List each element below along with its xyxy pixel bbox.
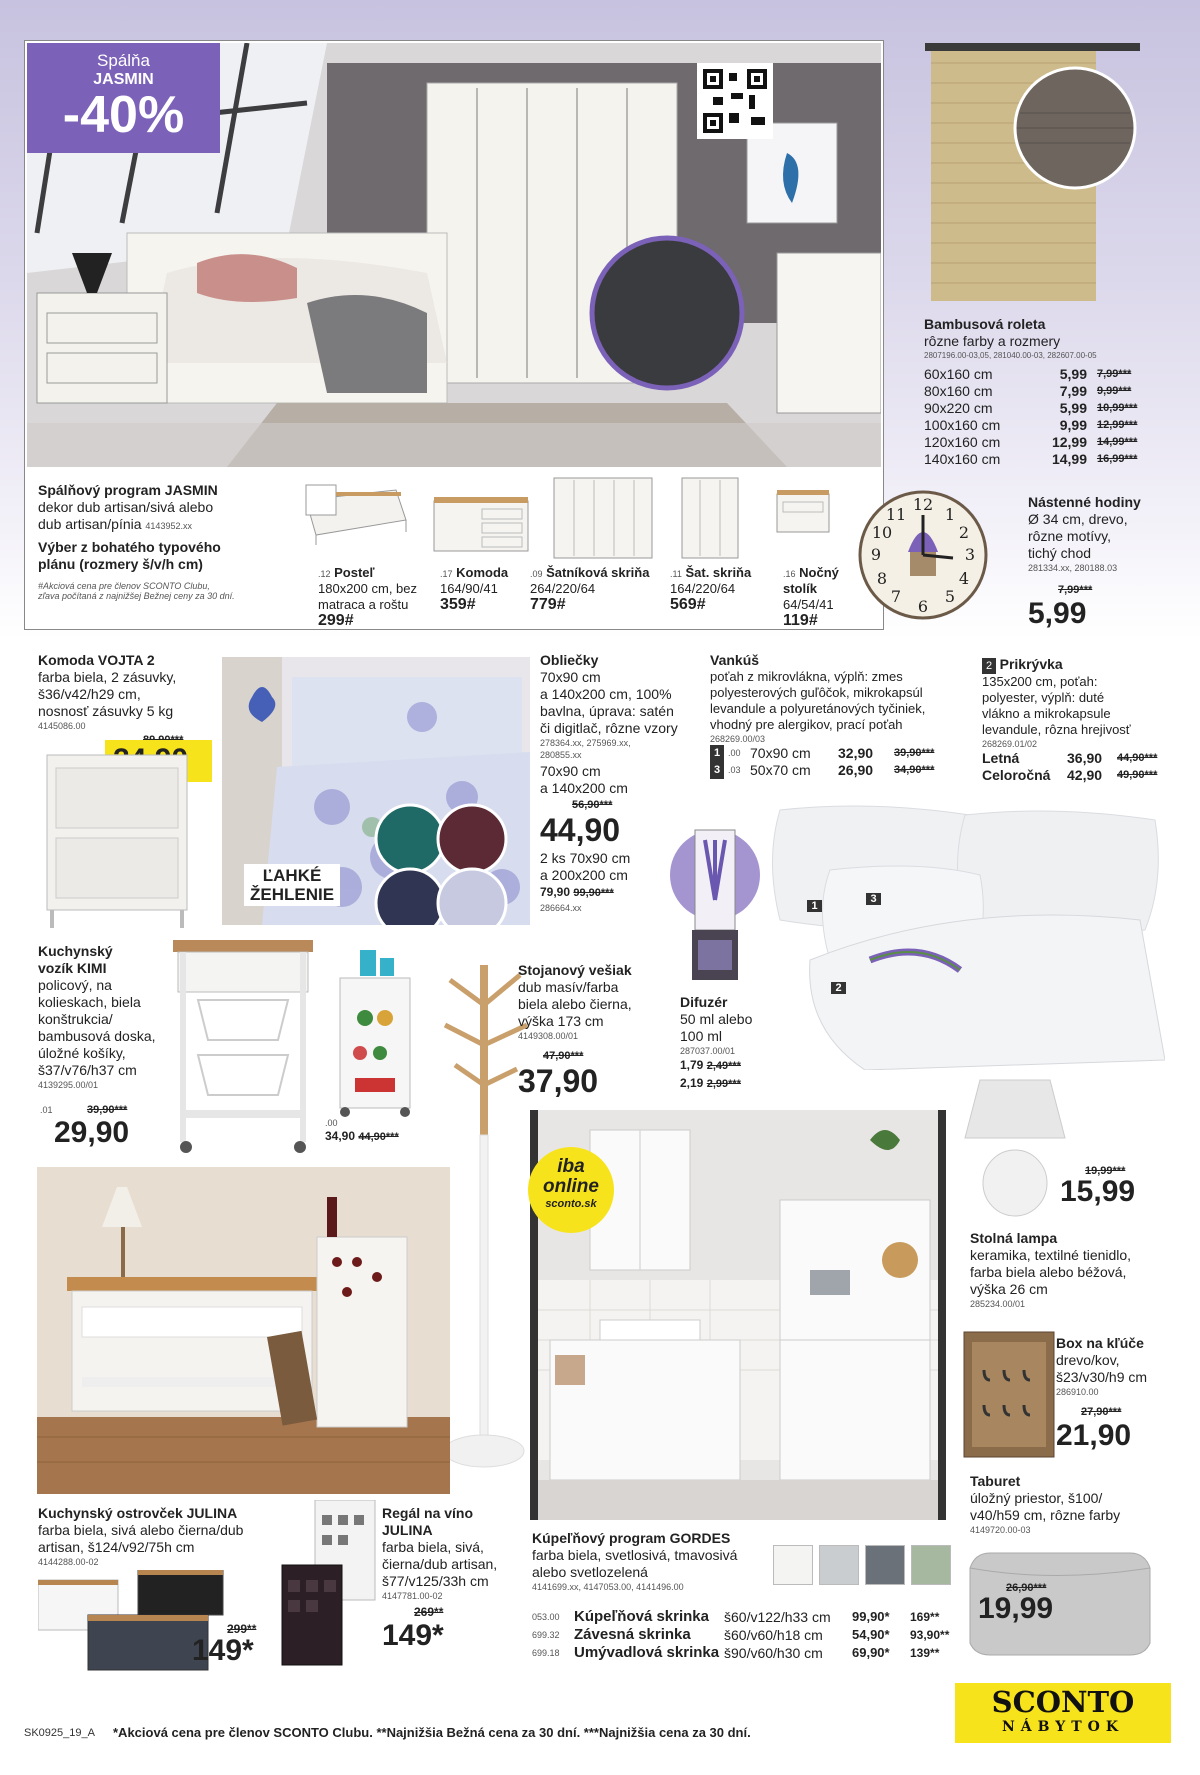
vankus-text	[710, 652, 975, 779]
pillow-badge-1: 1	[807, 900, 822, 912]
diffuser-row2	[680, 1075, 790, 1093]
pillows-photo	[770, 800, 1165, 1070]
obliecky-codes: 278364.xx, 275969.xx,	[540, 738, 631, 748]
item-bed-num: .12	[318, 569, 331, 579]
gordes-row-price: 99,90*	[852, 1609, 890, 1624]
jasmin-desc2-line	[38, 516, 298, 533]
gordes-row-old: 139**	[910, 1646, 940, 1660]
diffuser-title: Difuzér	[680, 994, 728, 1010]
promo-discount: -40%	[62, 86, 185, 144]
item-dresser-name: Komoda	[456, 565, 509, 580]
clock-d1: Ø 34 cm, drevo,	[1028, 511, 1128, 527]
winerack-code: 4147781.00-02	[382, 1591, 443, 1601]
prikryvka-d4: levandule, rôzna hrejivosť	[982, 722, 1131, 737]
cart-d1: policový, na	[38, 977, 112, 993]
komoda-code: 4145086.00	[38, 721, 86, 731]
blind-price: 12,99	[1051, 434, 1087, 450]
prikryvka-title: Prikrývka	[999, 656, 1063, 672]
taburet-price-block	[978, 1582, 1053, 1624]
diffuser-image	[670, 820, 760, 980]
gordes-row	[532, 1608, 962, 1626]
cart1-price: 29,90	[54, 1116, 130, 1149]
taburet-old: 26,90***	[1006, 1582, 1047, 1594]
keybox-code: 286910.00	[1056, 1387, 1099, 1397]
blind-row	[924, 434, 1149, 451]
item-bed-desc2: matraca a roštu	[318, 597, 409, 612]
jasmin-title: Spálňový program JASMIN	[38, 482, 218, 498]
winerack-title2: JULINA	[382, 1522, 433, 1538]
cart1-num: .01	[40, 1105, 53, 1115]
clock-price: 5,99	[1028, 597, 1087, 630]
item-bed-price: 299#	[318, 612, 354, 629]
blind-codes: 2807196.00-03,05, 281040.00-03, 282607.00-05	[924, 351, 1097, 360]
diffuser-code: 287037.00/01	[680, 1046, 736, 1056]
online-l1: iba	[557, 1156, 585, 1177]
obliecky-d5: 70x90 cm	[540, 763, 601, 779]
island-price-block	[192, 1622, 256, 1666]
gordes-row-dim: š60/v60/h18 cm	[724, 1627, 823, 1643]
item-wardrobe-small-num: .11	[670, 569, 682, 579]
gordes-row-name: Umývadlová skrinka	[574, 1644, 720, 1661]
cart2-num: .00	[325, 1118, 338, 1128]
komoda-d3: nosnosť zásuvky 5 kg	[38, 703, 174, 719]
clock-text	[1028, 494, 1193, 629]
taburet-d2: v40/h59 cm, rôzne farby	[970, 1507, 1121, 1523]
cart-title2: vozík KIMI	[38, 960, 107, 976]
winerack-old: 269**	[414, 1605, 444, 1619]
blind-size: 80x160 cm	[924, 383, 993, 399]
diffuser-p2: 2,19	[680, 1076, 704, 1090]
winerack-image	[280, 1500, 380, 1670]
vankus-row-num: .00	[728, 748, 741, 758]
taburet-text	[970, 1473, 1180, 1536]
obliecky-d6: a 140x200 cm	[540, 780, 628, 796]
coatstand-text	[518, 962, 658, 1097]
cart-code: 4139295.00/01	[38, 1080, 99, 1090]
thumb-nightstand	[775, 488, 831, 536]
obliecky-d8: a 200x200 cm	[540, 867, 628, 883]
diffuser-p1: 1,79	[680, 1058, 704, 1072]
gordes-codes: 4141699.xx, 4147053.00, 4141496.00	[532, 1582, 684, 1592]
obliecky-title: Obliečky	[540, 652, 599, 668]
obliecky-price: 44,90	[540, 812, 621, 848]
item-bed-name: Posteľ	[334, 565, 375, 580]
item-dresser-num: .17	[440, 569, 453, 579]
prikryvka-price-table	[982, 750, 1182, 784]
blind-size: 140x160 cm	[924, 451, 1001, 467]
vankus-row-size: 50x70 cm	[750, 762, 811, 778]
gordes-swatches	[773, 1545, 951, 1585]
keybox-old: 27,90***	[1081, 1406, 1122, 1418]
vankus-row-badge: 3	[710, 762, 724, 779]
jasmin-note2: zľava počítaná z najnižšej Bežnej ceny za 30 dní.	[38, 591, 235, 601]
vankus-d4: vhodný pre alergikov, prací poťah	[710, 717, 903, 732]
taburet-d1: úložný priestor, š100/	[970, 1490, 1103, 1506]
svg-text:10: 10	[871, 523, 893, 542]
blind-row	[924, 417, 1149, 434]
lamp-d1: keramika, textilné tienidlo,	[970, 1247, 1132, 1263]
thumb-wardrobe-small	[680, 476, 740, 560]
keybox-title: Box na kľúče	[1056, 1335, 1144, 1351]
thumb-bed	[296, 480, 411, 550]
online-badge	[528, 1147, 614, 1233]
item-dresser-desc1: 164/90/41	[440, 581, 498, 596]
svg-text:9: 9	[870, 545, 882, 564]
taburet-price: 19,99	[978, 1592, 1054, 1625]
clock-image	[858, 480, 988, 630]
island-d2: artisan, š124/v92/75h cm	[38, 1539, 195, 1555]
prikryvka-text	[982, 656, 1182, 784]
gordes-row-old: 93,90**	[910, 1628, 950, 1642]
blind-text	[924, 316, 1149, 468]
blind-price: 5,99	[1059, 366, 1087, 382]
blind-price: 9,99	[1059, 417, 1087, 433]
item-dresser-price: 359#	[440, 596, 476, 613]
color-swatch	[911, 1545, 951, 1585]
vankus-d1: poťah z mikrovlákna, výplň: zmes	[710, 669, 903, 684]
cart-d3: konštrukcia/	[38, 1011, 113, 1027]
blind-title: Bambusová roleta	[924, 316, 1046, 332]
svg-text:1: 1	[944, 505, 956, 524]
svg-text:12: 12	[912, 495, 934, 514]
clock-old: 7,99***	[1058, 584, 1093, 596]
vankus-code: 268269.00/03	[710, 734, 766, 744]
clock-d3: tichý chod	[1028, 545, 1092, 561]
diffuser-row1	[680, 1057, 790, 1075]
blind-row	[924, 383, 1149, 400]
prikryvka-row	[982, 767, 1182, 784]
lamp-code: 285234.00/01	[970, 1299, 1026, 1309]
gordes-row-num: 699.18	[532, 1648, 560, 1658]
jasmin-choice2: plánu (rozmery š/v/h cm)	[38, 556, 203, 572]
item-wardrobe	[530, 565, 660, 613]
gordes-text	[532, 1530, 772, 1593]
jasmin-code: 4143952.xx	[145, 521, 192, 531]
item-wardrobe-small-desc1: 164/220/64	[670, 581, 736, 596]
keybox-image	[962, 1330, 1057, 1460]
coatstand-code: 4149308.00/01	[518, 1031, 579, 1041]
diffuser-d2: 100 ml	[680, 1028, 723, 1044]
clock-d2: rôzne motívy,	[1028, 528, 1111, 544]
komoda-image	[42, 750, 192, 930]
diffuser-o1: 2,49***	[706, 1060, 741, 1072]
vankus-row-badge: 1	[710, 745, 724, 762]
vankus-row-old: 39,90***	[894, 747, 935, 759]
cart-title: Kuchynský	[38, 943, 113, 959]
coatstand-d1: dub masív/farba	[518, 979, 619, 995]
obliecky-d4: či digitlač, rôzne vzory	[540, 720, 678, 736]
gordes-row-name: Kúpeľňová skrinka	[574, 1608, 709, 1625]
blind-price-table	[924, 366, 1149, 468]
prikryvka-row-old: 44,90***	[1117, 752, 1158, 764]
gordes-row-num: 053.00	[532, 1612, 560, 1622]
vankus-row-price: 32,90	[838, 745, 874, 761]
item-nightstand-price: 119#	[783, 612, 818, 629]
cart-d2: kolieskach, biela	[38, 994, 141, 1010]
prikryvka-heading	[982, 656, 1182, 674]
online-l2: online	[543, 1176, 599, 1197]
winerack-text	[382, 1505, 522, 1651]
obliecky-d3: bavlna, úprava: satén	[540, 703, 674, 719]
cart2-old: 44,90***	[358, 1131, 399, 1143]
lamp-text	[970, 1230, 1180, 1310]
diffuser-text	[680, 994, 790, 1093]
gordes-row-num: 699.32	[532, 1630, 560, 1640]
obliecky-d1: 70x90 cm	[540, 669, 601, 685]
winerack-title: Regál na víno	[382, 1505, 474, 1521]
obliecky-text	[540, 652, 690, 914]
item-wardrobe-desc1: 264/220/64	[530, 581, 596, 596]
sconto-logo	[955, 1683, 1171, 1743]
prikryvka-row-price: 42,90	[1067, 767, 1103, 783]
gordes-d1: farba biela, svetlosivá, tmavosivá	[532, 1547, 738, 1563]
blind-image	[925, 43, 1140, 308]
diffuser-d1: 50 ml alebo	[680, 1011, 753, 1027]
logo-line1: SCONTO	[991, 1685, 1135, 1719]
island-d1: farba biela, sivá alebo čierna/dub	[38, 1522, 244, 1538]
footer-note: *Akciová cena pre členov SCONTO Clubu. **Najnižšia Bežná cena za 30 dní. ***Najnižšia cena za 30 dní.	[113, 1725, 751, 1740]
prikryvka-d2: polyester, výplň: duté	[982, 690, 1105, 705]
jasmin-desc: dekor dub artisan/sivá alebo	[38, 499, 214, 515]
svg-text:5: 5	[944, 587, 956, 606]
winerack-d1: farba biela, sivá,	[382, 1539, 484, 1555]
ironing-line2: ŽEHLENIE	[250, 885, 335, 904]
jasmin-choice: Výber z bohatého typového	[38, 539, 221, 555]
gordes-row-price: 69,90*	[852, 1645, 890, 1660]
lamp-title: Stolná lampa	[970, 1230, 1058, 1246]
vankus-d2: polyesterových guľôčok, mikrokapsúl	[710, 685, 923, 700]
promo-subtitle: JASMIN	[93, 71, 154, 88]
obliecky-old2: 99,90***	[573, 887, 614, 899]
prikryvka-d1: 135x200 cm, poťah:	[982, 674, 1098, 689]
vankus-title: Vankúš	[710, 652, 760, 668]
taburet-code: 4149720.00-03	[970, 1525, 1031, 1535]
cart1-old: 39,90***	[86, 1104, 128, 1116]
gordes-row-price: 54,90*	[852, 1627, 890, 1642]
prikryvka-d3: vlákno a mikrokapsule	[982, 706, 1111, 721]
pillow-badge-3: 3	[866, 893, 881, 905]
item-wardrobe-small-price: 569#	[670, 596, 706, 613]
svg-text:3: 3	[964, 545, 976, 564]
svg-text:4: 4	[958, 569, 970, 588]
obliecky-price2: 79,90	[540, 885, 571, 899]
cart1-price-block	[40, 1100, 129, 1148]
jasmin-text	[38, 482, 298, 601]
blind-size: 60x160 cm	[924, 366, 993, 382]
prikryvka-row-old: 49,90***	[1117, 769, 1158, 781]
thumb-dresser	[432, 495, 532, 557]
prikryvka-row	[982, 750, 1182, 767]
vankus-row	[710, 762, 975, 779]
vankus-row-num: .03	[728, 765, 741, 775]
cart-text	[38, 943, 178, 1091]
island-code: 4144288.00-02	[38, 1557, 99, 1567]
keybox-d2: š23/v30/h9 cm	[1056, 1369, 1148, 1385]
cart2-price: 34,90	[325, 1129, 356, 1143]
keybox-price: 21,90	[1056, 1419, 1132, 1452]
vankus-row-size: 70x90 cm	[750, 745, 811, 761]
obliecky-d2: a 140x200 cm, 100%	[540, 686, 672, 702]
item-nightstand-desc2: 64/54/41	[783, 597, 834, 612]
obliecky-old: 56,90***	[572, 799, 613, 811]
blind-old: 10,99***	[1097, 402, 1138, 414]
item-nightstand-desc1: stolík	[783, 581, 817, 596]
lamp-old: 19,99***	[1085, 1165, 1126, 1177]
komoda-title: Komoda VOJTA 2	[38, 652, 155, 668]
blind-subtitle: rôzne farby a rozmery	[924, 333, 1061, 349]
blind-size: 90x220 cm	[924, 400, 993, 416]
jasmin-desc2: dub artisan/pínia	[38, 516, 142, 532]
obliecky-code3: 286664.xx	[540, 903, 582, 913]
item-bed	[318, 565, 426, 629]
komoda-d2: š36/v42/h29 cm,	[38, 686, 141, 702]
winerack-price: 149*	[382, 1619, 444, 1652]
kitchen-photo	[37, 1167, 450, 1494]
svg-text:7: 7	[890, 587, 902, 606]
lamp-d3: výška 26 cm	[970, 1281, 1048, 1297]
jasmin-items	[318, 565, 878, 629]
cart2-price-row	[325, 1129, 399, 1143]
item-wardrobe-small-name: Šat. skriňa	[685, 565, 752, 580]
komoda-d1: farba biela, 2 zásuvky,	[38, 669, 177, 685]
svg-text:11: 11	[885, 505, 907, 524]
clock-title: Nástenné hodiny	[1028, 494, 1141, 510]
item-nightstand	[783, 565, 863, 629]
logo-line2: NÁBYTOK	[1001, 1719, 1125, 1735]
island-text	[38, 1505, 303, 1568]
gordes-title: Kúpeľňový program GORDES	[532, 1530, 731, 1546]
item-bed-desc1: 180x200 cm, bez	[318, 581, 418, 596]
lamp-price: 15,99	[1060, 1175, 1136, 1208]
keybox-d1: drevo/kov,	[1056, 1352, 1120, 1368]
blind-size: 100x160 cm	[924, 417, 1001, 433]
footer-code: SK0925_19_A	[24, 1727, 95, 1739]
vankus-row-price: 26,90	[838, 762, 874, 778]
vankus-price-table	[710, 745, 975, 779]
cart-d4: bambusová doska,	[38, 1028, 156, 1044]
blind-old: 16,99***	[1097, 453, 1138, 465]
blind-price: 5,99	[1059, 400, 1087, 416]
pillow-badge-2: 2	[831, 982, 846, 994]
cart-d6: š37/v76/h37 cm	[38, 1062, 137, 1078]
item-wardrobe-num: .09	[530, 569, 543, 579]
coatstand-d3: výška 173 cm	[518, 1013, 604, 1029]
gordes-row-dim: š90/v60/h30 cm	[724, 1645, 823, 1661]
lamp-image	[960, 1078, 1070, 1218]
coatstand-title: Stojanový vešiak	[518, 962, 632, 978]
blind-old: 12,99***	[1097, 419, 1138, 431]
cart1-image	[168, 940, 318, 1155]
obliecky-codes2: 280855.xx	[540, 750, 582, 760]
komoda-text	[38, 652, 218, 749]
vankus-d3: levandule a polyuretánových tyčiniek,	[710, 701, 926, 716]
gordes-row-old: 169**	[910, 1610, 940, 1624]
gordes-row	[532, 1626, 962, 1644]
blind-price: 14,99	[1051, 451, 1087, 467]
color-swatch	[819, 1545, 859, 1585]
lamp-price-block	[1060, 1165, 1135, 1207]
cart2-price-block	[325, 1117, 399, 1143]
prikryvka-badge: 2	[982, 658, 996, 674]
item-dresser	[440, 565, 540, 613]
svg-text:2: 2	[958, 523, 970, 542]
taburet-title: Taburet	[970, 1473, 1021, 1489]
blind-size: 120x160 cm	[924, 434, 1001, 450]
blind-row	[924, 366, 1149, 383]
blind-old: 14,99***	[1097, 436, 1138, 448]
island-price: 149*	[192, 1634, 254, 1667]
online-l3: sconto.sk	[545, 1198, 597, 1210]
blind-old: 7,99***	[1097, 368, 1132, 380]
coatstand-d2: biela alebo čierna,	[518, 996, 632, 1012]
item-nightstand-num: .16	[783, 569, 796, 579]
coatstand-price: 37,90	[518, 1063, 599, 1099]
item-wardrobe-small	[670, 565, 770, 613]
coatstand-old: 47,90***	[543, 1050, 584, 1062]
ironing-badge	[244, 864, 340, 906]
jasmin-note: #Akciová cena pre členov SCONTO Clubu,	[38, 581, 210, 591]
item-nightstand-name: Nočný	[799, 565, 839, 580]
color-swatch	[773, 1545, 813, 1585]
gordes-row	[532, 1644, 962, 1662]
island-title: Kuchynský ostrovček JULINA	[38, 1505, 238, 1521]
winerack-d3: š77/v125/33h cm	[382, 1573, 489, 1589]
thumb-wardrobe-large	[552, 476, 654, 560]
gordes-row-name: Závesná skrinka	[574, 1626, 691, 1643]
gordes-d2: alebo svetlozelená	[532, 1564, 648, 1580]
obliecky-d7: 2 ks 70x90 cm	[540, 850, 631, 866]
promo-badge	[27, 43, 220, 153]
gordes-price-table	[532, 1608, 962, 1662]
obliecky-price2-line	[540, 884, 690, 902]
svg-text:6: 6	[917, 597, 929, 616]
item-wardrobe-name: Šatníková skriňa	[546, 565, 650, 580]
blind-row	[924, 451, 1149, 468]
ironing-line1: ĽAHKÉ	[262, 866, 322, 885]
vankus-row-old: 34,90***	[894, 764, 935, 776]
prikryvka-row-name: Celoročná	[982, 767, 1051, 783]
item-wardrobe-price: 779#	[530, 596, 566, 613]
svg-text:8: 8	[876, 569, 888, 588]
gordes-row-dim: š60/v122/h33 cm	[724, 1609, 831, 1625]
prikryvka-code: 268269.01/02	[982, 739, 1038, 749]
promo-title: Spálňa	[97, 51, 150, 70]
lamp-d2: farba biela alebo béžová,	[970, 1264, 1127, 1280]
clock-codes: 281334.xx, 280188.03	[1028, 563, 1118, 573]
prikryvka-row-price: 36,90	[1067, 750, 1103, 766]
diffuser-o2: 2,99***	[706, 1078, 741, 1090]
winerack-d2: čierna/dub artisan,	[382, 1556, 498, 1572]
prikryvka-row-name: Letná	[982, 750, 1020, 766]
cart2-image	[335, 948, 415, 1118]
blind-row	[924, 400, 1149, 417]
island-old: 299**	[227, 1622, 257, 1636]
vankus-row	[710, 745, 975, 762]
cart-d5: úložné košíky,	[38, 1045, 126, 1061]
blind-old: 9,99***	[1097, 385, 1132, 397]
color-swatch	[865, 1545, 905, 1585]
blind-price: 7,99	[1059, 383, 1087, 399]
keybox-text	[1056, 1335, 1196, 1451]
